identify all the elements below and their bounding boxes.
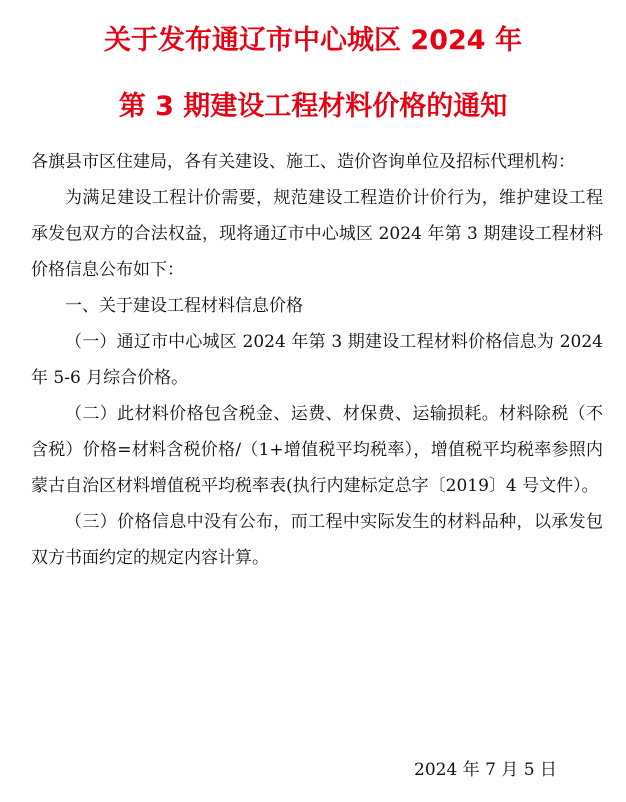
clause-3: （三）价格信息中没有公布，而工程中实际发生的材料品种，以承发包双方书面约定的规定内容计算。 (31, 512, 603, 568)
section-heading-1: 一、关于建设工程材料信息价格 (65, 296, 303, 316)
notice-title-line-1: 关于发布通辽市中心城区 2024 年 (104, 25, 522, 56)
intro-paragraph: 为满足建设工程计价需要，规范建设工程造价计价行为，维护建设工程承发包双方的合法权益，现将通辽市中心城区 2024 年第 3 期建设工程材料价格信息公布如下： (31, 188, 603, 280)
notice-title-line-2: 第 3 期建设工程材料价格的通知 (118, 91, 508, 122)
salutation: 各旗县市区住建局，各有关建设、施工、造价咨询单位及招标代理机构： (31, 152, 575, 172)
notice-body (31, 144, 603, 576)
issue-date: 2024 年 7 月 5 日 (414, 760, 557, 780)
clause-1: （一）通辽市中心城区 2024 年第 3 期建设工程材料价格信息为 2024 年 5-6 月综合价格。 (31, 332, 603, 388)
clause-2: （二）此材料价格包含税金、运费、材保费、运输损耗。材料除税（不含税）价格=材料含税价格/（1+增值税平均税率），增值税平均税率参照内蒙古自治区材料增值税平均税率表(执行内建标定总字〔2019〕4 号文件）。 (31, 404, 603, 496)
